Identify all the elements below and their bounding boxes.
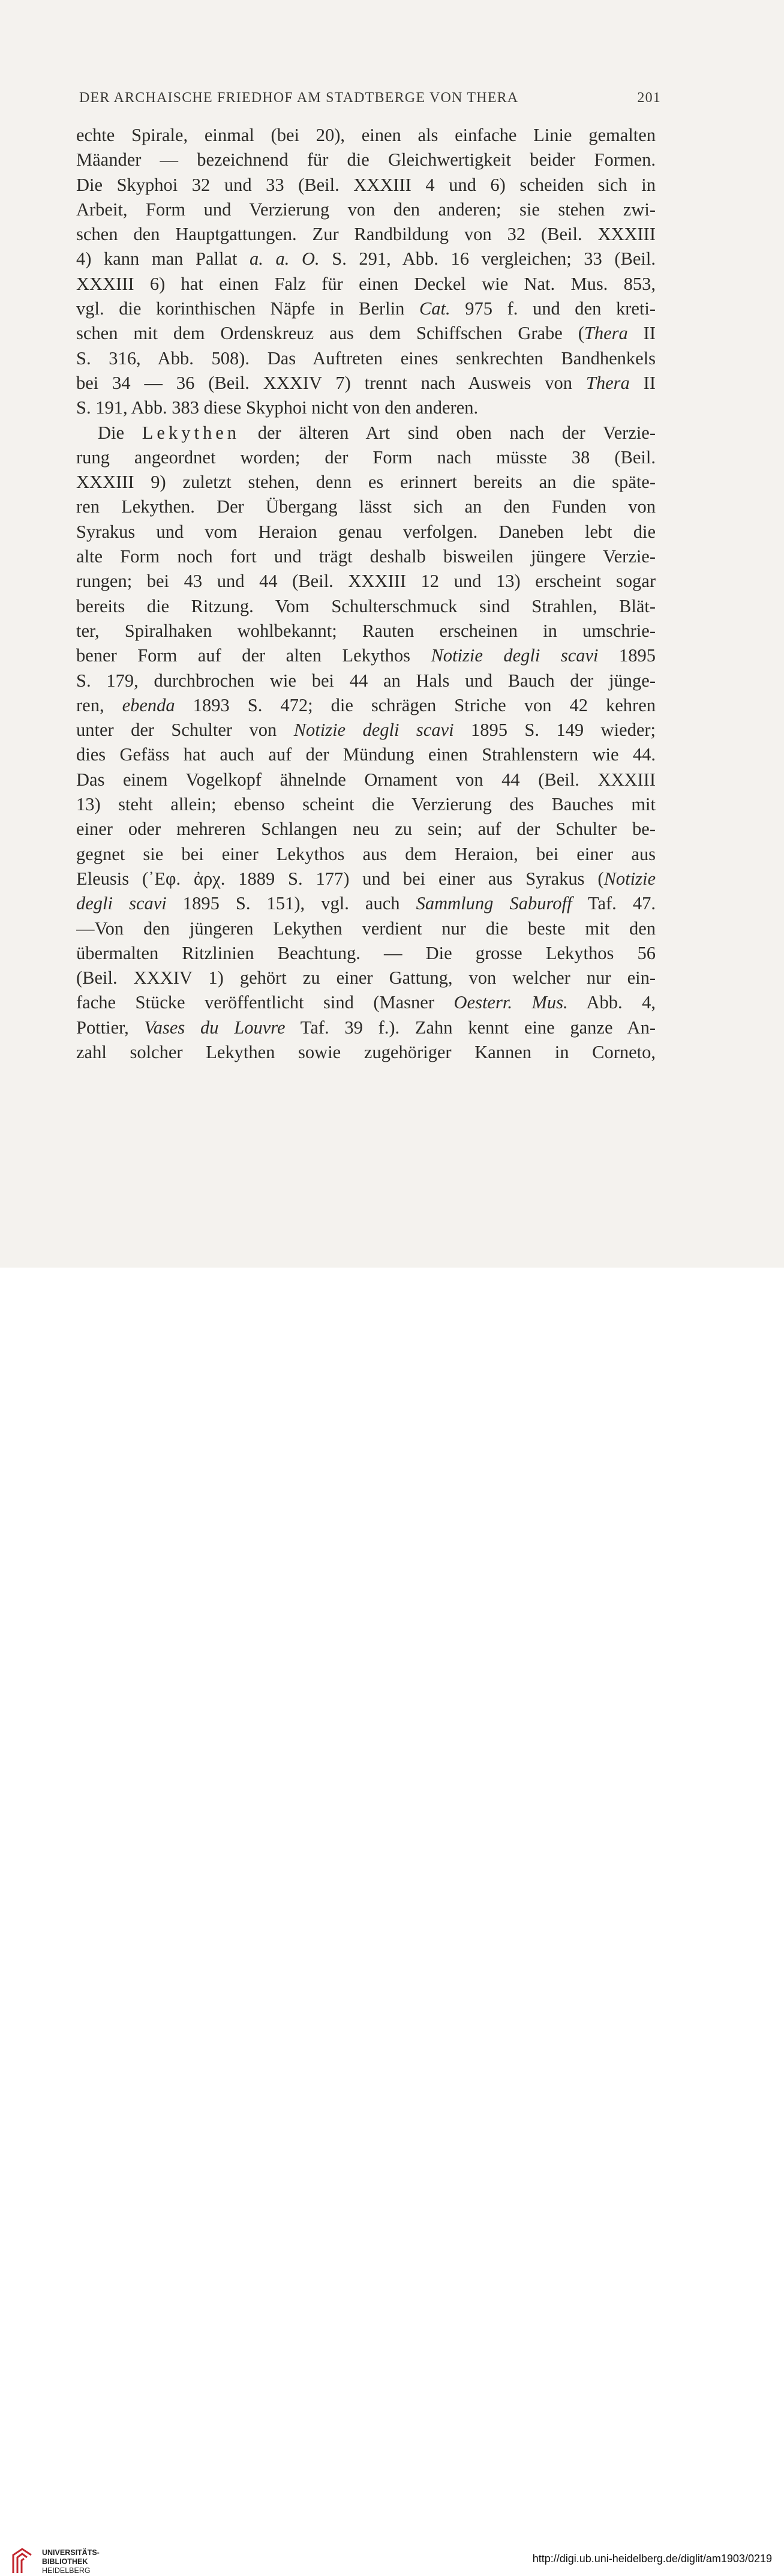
text-segment: 1895 S. 149 wieder; xyxy=(453,720,656,741)
text-segment: S. 291, Abb. 16 vergleichen; 33 (Beil. xyxy=(319,248,656,269)
text-segment: vgl. die korinthischen Näpfe in Berlin xyxy=(76,298,419,319)
text-line xyxy=(76,990,656,1015)
text-line xyxy=(76,222,656,247)
italic-citation: Thera xyxy=(584,323,628,344)
text-segment: rung angeordnet worden; der Form nach müsste 38 (Beil. xyxy=(76,447,656,468)
text-segment: bener Form auf der alten Lekythos xyxy=(76,645,431,666)
text-segment: S. 316, Abb. 508). Das Auftreten eines senkrechten Bandhenkels xyxy=(76,348,656,369)
text-line xyxy=(76,495,656,519)
italic-citation: Sammlung Saburoff xyxy=(416,893,572,914)
text-segment: XXXIII 9) zuletzt stehen, denn es erinnert bereits an die späte- xyxy=(76,472,656,493)
text-segment: (Beil. XXXIV 1) gehört zu einer Gattung, von welcher nur ein- xyxy=(76,968,656,989)
text-segment: S. 191, Abb. 383 diese Skyphoi nicht von den anderen. xyxy=(76,397,479,418)
text-line xyxy=(76,272,656,296)
text-line xyxy=(76,718,656,742)
text-segment: XXXIII 6) hat einen Falz für einen Deckel wie Nat. Mus. 853, xyxy=(76,273,656,294)
text-segment: fache Stücke veröffentlicht sind (Masner xyxy=(76,992,454,1013)
footer-bar xyxy=(0,1268,784,2575)
library-name-line1: UNIVERSITÄTS- xyxy=(42,2548,100,2557)
text-segment: Die Skyphoi 32 und 33 (Beil. XXXIII 4 und 6) scheiden sich in xyxy=(76,174,656,195)
text-line xyxy=(76,941,656,966)
text-line xyxy=(76,197,656,222)
text-segment: 1895 S. 151), vgl. auch xyxy=(166,893,416,914)
text-segment: Pottier, xyxy=(76,1017,145,1038)
text-segment: Syrakus und vom Heraion genau verfolgen. Daneben lebt die xyxy=(76,521,656,542)
text-segment: Abb. 4, xyxy=(567,992,656,1013)
text-segment: Die xyxy=(98,422,142,443)
text-line xyxy=(76,396,656,420)
text-segment: 1895 xyxy=(598,645,656,666)
italic-citation: ebenda xyxy=(122,694,175,715)
text-line xyxy=(76,296,656,321)
text-segment: dies Gefäss hat auch auf der Mündung einen Strahlenstern wie 44. xyxy=(76,744,656,765)
text-line xyxy=(76,916,656,941)
text-segment: der älteren Art sind oben nach der Verzie- xyxy=(239,422,656,443)
text-line xyxy=(76,742,656,767)
text-segment: S. 179, durchbrochen wie bei 44 an Hals und Bauch der jünge- xyxy=(76,670,656,691)
text-segment: Mäander — bezeichnend für die Gleichwertigkeit beider Formen. xyxy=(76,149,656,170)
italic-citation: a. a. O. xyxy=(250,248,320,269)
text-line xyxy=(76,891,656,916)
text-line xyxy=(76,371,656,396)
text-line xyxy=(76,544,656,569)
spaced-term: Lekythen xyxy=(142,422,240,443)
library-logo-icon[interactable] xyxy=(7,2546,37,2576)
text-line xyxy=(76,445,656,470)
source-url-link[interactable]: http://digi.ub.uni-heidelberg.de/diglit/am1903/0219 xyxy=(532,2553,772,2565)
text-segment: 1893 S. 472; die schrägen Striche von 42 kehren xyxy=(175,694,656,715)
text-segment: alte Form noch fort und trägt deshalb bisweilen jüngere Verzie- xyxy=(76,546,656,567)
text-segment: Arbeit, Form und Verzierung von den anderen; sie stehen zwi- xyxy=(76,199,656,220)
text-line xyxy=(76,421,656,445)
text-segment: unter der Schulter von xyxy=(76,720,294,741)
text-line xyxy=(76,520,656,544)
text-segment: 13) steht allein; ebenso scheint die Verzierung des Bauches mit xyxy=(76,794,656,815)
italic-citation: Vases du Louvre xyxy=(144,1017,286,1038)
text-segment: gegnet sie bei einer Lekythos aus dem Heraion, bei einer aus xyxy=(76,843,656,864)
italic-citation: Cat. xyxy=(419,298,450,319)
text-line xyxy=(76,123,656,148)
text-line xyxy=(76,792,656,817)
text-line xyxy=(76,1040,656,1065)
text-line xyxy=(76,470,656,495)
text-segment: 975 f. und den kreti- xyxy=(450,298,656,319)
text-line xyxy=(76,693,656,718)
text-segment: schen mit dem Ordenskreuz aus dem Schiffschen Grabe ( xyxy=(76,323,584,344)
text-segment: rungen; bei 43 und 44 (Beil. XXXIII 12 und 13) erscheint sogar xyxy=(76,571,656,592)
italic-citation: Notizie degli scavi xyxy=(293,720,454,741)
text-segment: bereits die Ritzung. Vom Schulterschmuck sind Strahlen, Blät- xyxy=(76,595,656,616)
text-segment: 4) kann man Pallat xyxy=(76,248,250,269)
text-line xyxy=(76,817,656,841)
text-segment: Eleusis (᾿Εφ. ἀρχ. 1889 S. 177) und bei einer aus Syrakus ( xyxy=(76,868,604,889)
text-segment: zahl solcher Lekythen sowie zugehöriger Kannen in Corneto, xyxy=(76,1041,656,1062)
italic-citation: degli scavi xyxy=(76,893,167,914)
text-line xyxy=(76,594,656,619)
text-segment: —Von den jüngeren Lekythen verdient nur die beste mit den xyxy=(76,918,656,939)
page-number: 201 xyxy=(637,90,661,106)
text-line xyxy=(76,173,656,197)
text-segment: übermalten Ritzlinien Beachtung. — Die grosse Lekythos 56 xyxy=(76,942,656,963)
text-line xyxy=(76,669,656,693)
text-line xyxy=(76,1016,656,1040)
italic-citation: Thera xyxy=(585,372,630,393)
text-line xyxy=(76,569,656,594)
text-segment: ren, xyxy=(76,694,122,715)
library-name-line2: BIBLIOTHEK xyxy=(42,2557,88,2566)
body-text xyxy=(76,123,656,1065)
text-line xyxy=(76,966,656,990)
running-header xyxy=(79,90,661,106)
text-line xyxy=(76,148,656,172)
text-segment: II xyxy=(629,372,656,393)
text-line xyxy=(76,321,656,346)
text-segment: Taf. 47. xyxy=(572,893,656,914)
text-line xyxy=(76,346,656,371)
text-line xyxy=(76,768,656,792)
italic-citation: Notizie degli scavi xyxy=(431,645,599,666)
text-segment: II xyxy=(627,323,656,344)
text-line xyxy=(76,247,656,271)
text-line xyxy=(76,867,656,891)
library-name-line3: HEIDELBERG xyxy=(42,2566,91,2575)
text-segment: Das einem Vogelkopf ähnelnde Ornament von 44 (Beil. XXXIII xyxy=(76,769,656,790)
text-segment: echte Spirale, einmal (bei 20), einen als einfache Linie gemalten xyxy=(76,125,656,145)
text-line xyxy=(76,643,656,668)
text-segment: einer oder mehreren Schlangen neu zu sein; auf der Schulter be- xyxy=(76,819,656,840)
italic-citation: Notizie xyxy=(603,868,656,889)
text-line xyxy=(76,619,656,643)
text-segment: schen den Hauptgattungen. Zur Randbildung von 32 (Beil. XXXIII xyxy=(76,224,656,245)
italic-citation: Oesterr. Mus. xyxy=(453,992,568,1013)
text-segment: ter, Spiralhaken wohlbekannt; Rauten erscheinen in umschrie- xyxy=(76,620,656,641)
library-name xyxy=(42,2548,100,2575)
text-segment: Taf. 39 f.). Zahn kennt eine ganze An- xyxy=(285,1017,656,1038)
running-title: DER ARCHAISCHE FRIEDHOF AM STADTBERGE VON THERA xyxy=(79,90,519,106)
text-line xyxy=(76,842,656,867)
text-segment: ren Lekythen. Der Übergang lässt sich an den Funden von xyxy=(76,496,656,517)
text-segment: bei 34 — 36 (Beil. XXXIV 7) trennt nach Ausweis von xyxy=(76,372,586,393)
